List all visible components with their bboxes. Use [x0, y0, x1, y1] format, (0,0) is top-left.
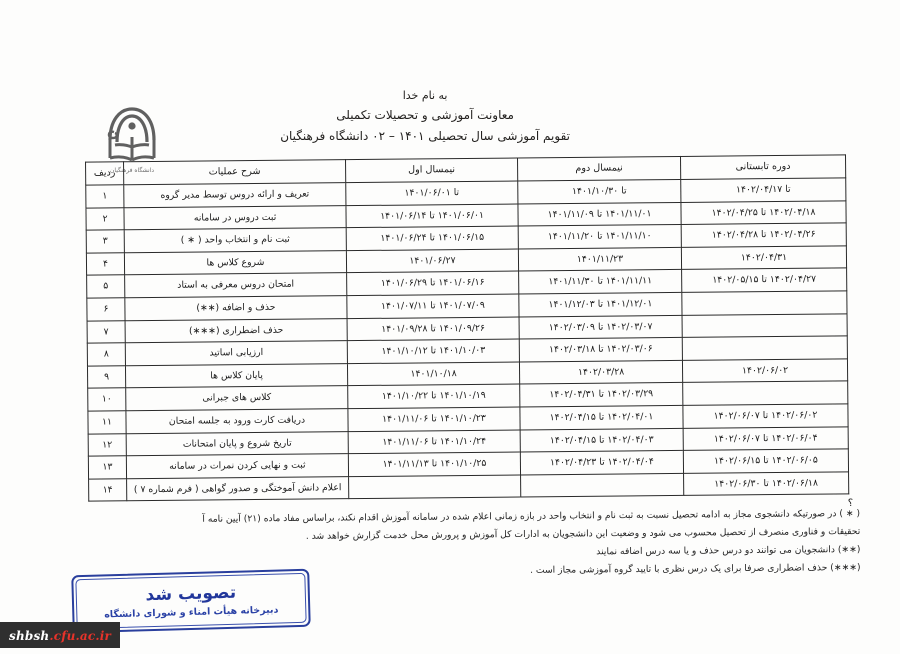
cell-semester1: ۱۴۰۱/۱۰/۱۹ تا ۱۴۰۱/۱۰/۲۲ [348, 384, 520, 408]
site-watermark [0, 622, 120, 648]
column-header-semester1: نیمسال اول [346, 158, 518, 183]
cell-summer: ۱۴۰۲/۰۴/۲۶ تا ۱۴۰۲/۰۴/۲۸ [681, 223, 846, 247]
cell-description: ثبت دروس در سامانه [124, 205, 346, 230]
cell-summer: ۱۴۰۲/۰۶/۰۲ [682, 359, 847, 383]
cell-semester2: ۱۴۰۲/۰۴/۰۳ تا ۱۴۰۲/۰۴/۱۵ [520, 428, 683, 452]
cell-row-number: ۱۴ [89, 478, 127, 501]
footnote-marker: ؟ [847, 498, 853, 509]
watermark-part-two: .cfu.ac.ir [49, 629, 112, 643]
column-header-row-number: ردیف [86, 162, 124, 185]
cell-semester1: تا ۱۴۰۱/۰۶/۰۱ [346, 181, 518, 205]
cell-semester2: تا ۱۴۰۱/۱۰/۳۰ [518, 179, 681, 203]
bismillah-line: به نام خدا [402, 89, 448, 102]
cell-description: امتحان دروس معرفی به استاد [125, 273, 347, 298]
cell-row-number: ۵ [87, 275, 125, 298]
cell-description: تاریخ شروع و پایان امتحانات [126, 431, 348, 456]
cell-semester2: ۱۴۰۱/۱۲/۰۱ تا ۱۴۰۱/۱۲/۰۳ [519, 292, 682, 316]
column-header-summer: دوره تابستانی [680, 155, 845, 180]
footnote-three: (∗∗∗) حذف اضطراری صرفا برای یک درس نظری با تایید گروه آموزشی مجاز است . [530, 561, 861, 576]
footnote-one-line-one: ( ∗ ) در صورتیکه دانشجوی مجاز به ادامه تحصیل نسبت به ثبت نام و انتخاب واحد در بازه زمانی اعلام شده در سامانه آموزش اقدام نکند، براساس مفاد ماده (۲۱) آیین نامه آ [202, 507, 861, 525]
cell-row-number: ۱۱ [88, 411, 126, 434]
cell-semester2 [521, 473, 684, 497]
stamp-title: تصویب شد [145, 582, 237, 606]
column-header-semester2: نیمسال دوم [518, 156, 681, 181]
academic-calendar-table [85, 154, 849, 502]
cell-summer [682, 291, 847, 315]
cell-semester1: ۱۴۰۱/۰۶/۱۶ تا ۱۴۰۱/۰۶/۲۹ [347, 271, 519, 295]
cell-summer: ۱۴۰۲/۰۶/۱۸ تا ۱۴۰۲/۰۶/۳۰ [684, 472, 849, 496]
column-header-description: شرح عملیات [124, 160, 346, 185]
cell-description: اعلام دانش آموختگی و صدور گواهی ( فرم شماره ۷ ) [127, 476, 349, 501]
cell-summer [683, 381, 848, 405]
cell-row-number: ۱۰ [88, 388, 126, 411]
cell-summer: ۱۴۰۲/۰۴/۲۷ تا ۱۴۰۲/۰۵/۱۵ [682, 268, 847, 292]
cell-semester2: ۱۴۰۱/۱۱/۲۳ [518, 247, 681, 271]
logo-caption-text: دانشگاه فرهنگیان [109, 167, 155, 174]
cell-semester2: ۱۴۰۲/۰۴/۰۱ تا ۱۴۰۲/۰۴/۱۵ [520, 405, 683, 429]
footnote-one-line-two: تحقیقات و فناوری منصرف از تحصیل محسوب می شود و وضعیت این دانشجویان به ادارات کل آموزش و پرورش محل خدمت گزارش خواهد شد . [305, 525, 861, 542]
cell-summer: تا ۱۴۰۲/۰۴/۱۷ [681, 178, 846, 202]
cell-summer [682, 336, 847, 360]
cell-description: حذف اضطراری (∗∗∗) [125, 318, 347, 343]
cell-summer: ۱۴۰۲/۰۶/۰۴ تا ۱۴۰۲/۰۶/۰۷ [683, 426, 848, 450]
cell-summer [682, 313, 847, 337]
cell-summer: ۱۴۰۲/۰۴/۱۸ تا ۱۴۰۲/۰۴/۲۵ [681, 200, 846, 224]
cell-semester2: ۱۴۰۲/۰۴/۰۴ تا ۱۴۰۲/۰۴/۲۳ [520, 451, 683, 475]
cell-description: شروع کلاس ها [124, 250, 346, 275]
cell-semester2: ۱۴۰۱/۱۱/۰۱ تا ۱۴۰۱/۱۱/۰۹ [518, 202, 681, 226]
cell-description: حذف و اضافه (∗∗) [125, 296, 347, 321]
cell-description: کلاس های جبرانی [126, 386, 348, 411]
stamp-inner-border [75, 573, 306, 629]
cell-row-number: ۸ [87, 343, 125, 366]
cell-semester1: ۱۴۰۱/۰۷/۰۹ تا ۱۴۰۱/۰۷/۱۱ [347, 294, 519, 318]
cell-semester2: ۱۴۰۱/۱۱/۱۱ تا ۱۴۰۱/۱۱/۳۰ [519, 270, 682, 294]
cell-semester1: ۱۴۰۱/۰۶/۰۱ تا ۱۴۰۱/۰۶/۱۴ [346, 204, 518, 228]
cell-semester1: ۱۴۰۱/۱۰/۰۳ تا ۱۴۰۱/۱۰/۱۲ [347, 339, 519, 363]
cell-semester1: ۱۴۰۱/۱۰/۲۳ تا ۱۴۰۱/۱۱/۰۶ [348, 407, 520, 431]
cell-row-number: ۴ [86, 253, 124, 276]
cell-semester2: ۱۴۰۱/۱۱/۱۰ تا ۱۴۰۱/۱۱/۲۰ [518, 225, 681, 249]
cell-semester2: ۱۴۰۲/۰۳/۲۹ تا ۱۴۰۲/۰۴/۳۱ [520, 383, 683, 407]
cell-row-number: ۳ [86, 230, 124, 253]
academic-calendar-table-wrapper [86, 158, 846, 503]
deputy-office-line: معاونت آموزشی و تحصیلات تکمیلی [336, 108, 514, 123]
cell-description: پایان کلاس ها [125, 363, 347, 388]
cell-row-number: ۶ [87, 298, 125, 321]
cell-semester1: ۱۴۰۱/۰۶/۲۷ [346, 249, 518, 273]
cell-description: تعریف و ارائه دروس توسط مدیر گروه [124, 183, 346, 208]
cell-row-number: ۲ [86, 207, 124, 230]
cell-semester1: ۱۴۰۱/۰۶/۱۵ تا ۱۴۰۱/۰۶/۲۴ [346, 226, 518, 250]
footnote-two: (∗∗) دانشجویان می توانند دو درس حذف و یا سه درس اضافه نمایند [596, 543, 861, 558]
cell-summer: ۱۴۰۲/۰۴/۳۱ [681, 246, 846, 270]
table-body [86, 178, 849, 502]
cell-row-number: ۷ [87, 320, 125, 343]
header-titles [280, 86, 570, 147]
cell-semester2: ۱۴۰۲/۰۳/۰۶ تا ۱۴۰۲/۰۳/۱۸ [519, 338, 682, 362]
cell-summer: ۱۴۰۲/۰۶/۰۲ تا ۱۴۰۲/۰۶/۰۷ [683, 404, 848, 428]
cell-row-number: ۱۳ [88, 456, 126, 479]
calendar-title-line: تقویم آموزشی سال تحصیلی ۱۴۰۱ – ۰۲ دانشگاه فرهنگیان [280, 129, 570, 144]
cell-description: ارزیابی اساتید [125, 341, 347, 366]
cell-semester1: ۱۴۰۱/۱۰/۲۵ تا ۱۴۰۱/۱۱/۱۳ [348, 452, 520, 476]
watermark-part-one: shbsh [9, 629, 50, 643]
cell-summer: ۱۴۰۲/۰۶/۰۵ تا ۱۴۰۲/۰۶/۱۵ [683, 449, 848, 473]
watermark-text [9, 629, 111, 643]
cell-semester1: ۱۴۰۱/۰۹/۲۶ تا ۱۴۰۱/۰۹/۲۸ [347, 317, 519, 341]
cell-semester2: ۱۴۰۲/۰۳/۲۸ [519, 360, 682, 384]
cell-semester2: ۱۴۰۲/۰۳/۰۷ تا ۱۴۰۲/۰۳/۰۹ [519, 315, 682, 339]
cell-semester1: ۱۴۰۱/۱۰/۱۸ [347, 362, 519, 386]
cell-semester1: ۱۴۰۱/۱۰/۲۴ تا ۱۴۰۱/۱۱/۰۶ [348, 430, 520, 454]
stamp-subtitle: دبیرخانه هیأت امناء و شورای دانشگاه [104, 604, 279, 621]
cell-semester1 [349, 475, 521, 499]
cell-description: ثبت و نهایی کردن نمرات در سامانه [126, 454, 348, 479]
cell-row-number: ۹ [87, 366, 125, 389]
cell-row-number: ۱۲ [88, 433, 126, 456]
cell-description: ثبت نام و انتخاب واحد ( ∗ ) [124, 228, 346, 253]
cell-row-number: ۱ [86, 185, 124, 208]
cell-description: دریافت کارت ورود به جلسه امتحان [126, 409, 348, 434]
